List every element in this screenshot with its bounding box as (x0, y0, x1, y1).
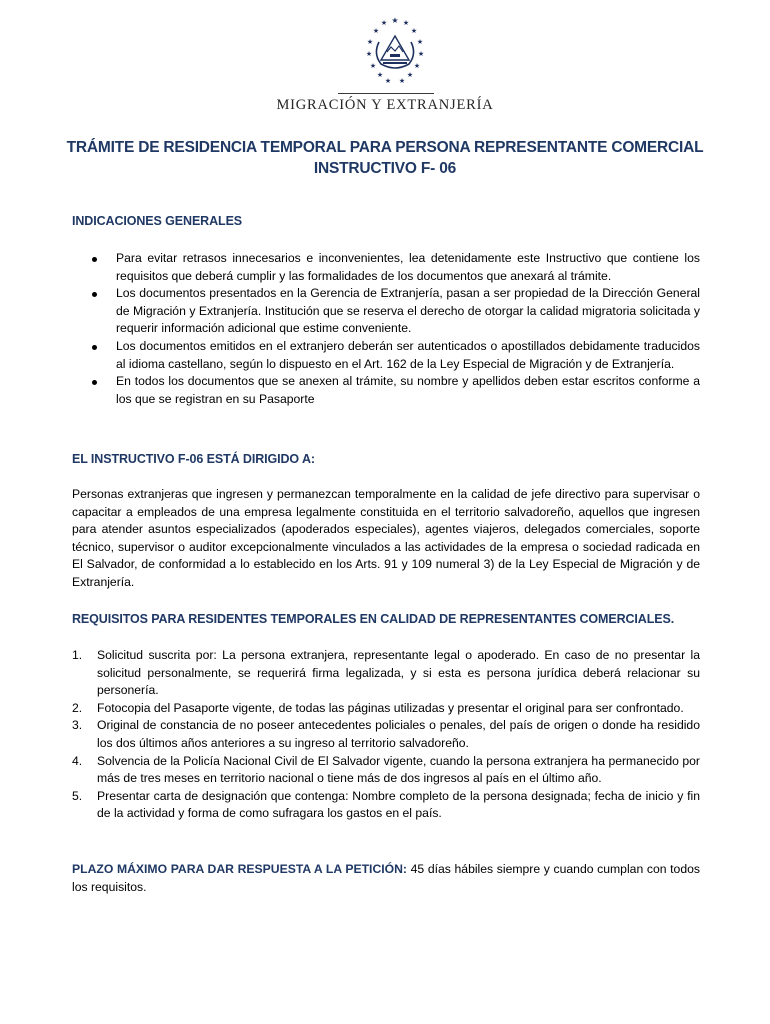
list-item-text: Para evitar retrasos innecesarios e inconvenientes, lea detenidamente este Instructivo que contiene los requisitos que deberá cumplir y las formalidades de los documentos que anexará al trámite. (116, 251, 700, 283)
list-item-text: Original de constancia de no poseer antecedentes policiales o penales, del país de origen o donde ha residido los dos últimos años anteriores a su ingreso al territorio salvadoreño. (97, 718, 700, 750)
document-title (40, 137, 730, 179)
general-indications-heading: INDICACIONES GENERALES (72, 214, 243, 228)
target-audience-heading: EL INSTRUCTIVO F-06 ESTÁ DIRIGIDO A: (72, 452, 315, 466)
deadline-text: 45 días hábiles siempre y cuando cumplan con todos los requisitos. (72, 862, 700, 894)
deadline-paragraph (72, 861, 700, 896)
svg-text:★: ★ (380, 19, 388, 27)
list-item-text: Presentar carta de designación que contenga: Nombre completo de la persona designada; fecha de inicio y fin de la actividad y forma de como sufragara los gastos en el país. (97, 788, 700, 821)
bullet-icon (92, 380, 97, 385)
bullet-icon (92, 292, 97, 297)
item-number: 4. (72, 753, 83, 768)
coat-of-arms-emblem-icon (357, 14, 433, 86)
header-divider (338, 93, 434, 94)
svg-text:★: ★ (398, 77, 406, 85)
list-item-text: Solicitud suscrita por: La persona extranjera, representante legal o apoderado. En caso de no presentar la solicitud personalmente, se requerirá firma legalizada, y si esta es persona jurídica deberá relacionar su personería. (97, 648, 700, 698)
list-item (88, 250, 700, 285)
list-item (72, 700, 700, 718)
svg-text:★: ★ (413, 62, 421, 70)
item-number: 3. (72, 718, 83, 733)
svg-text:★: ★ (376, 71, 384, 79)
organization-name: MIGRACIÓN Y EXTRANJERÍA (276, 97, 494, 113)
requirements-heading: REQUISITOS PARA RESIDENTES TEMPORALES EN CALIDAD DE REPRESENTANTES COMERCIALES. (72, 612, 675, 626)
bullet-icon (92, 345, 97, 350)
title-line-1: TRÁMITE DE RESIDENCIA TEMPORAL PARA PERSONA REPRESENTANTE COMERCIAL (66, 139, 704, 156)
list-item (88, 373, 700, 408)
svg-text:★: ★ (417, 50, 425, 58)
list-item-text: Fotocopia del Pasaporte vigente, de todas las páginas utilizadas y presentar el original para ser confrontado. (97, 700, 684, 715)
item-number: 5. (72, 788, 83, 803)
title-line-2: INSTRUCTIVO F- 06 (313, 160, 457, 177)
svg-text:★: ★ (406, 71, 414, 79)
svg-text:★: ★ (416, 38, 424, 46)
list-item-text: Los documentos presentados en la Gerencia de Extranjería, pasan a ser propiedad de la Dirección General de Migración y Extranjería. Institución que se reserva el derecho de otorgar la calidad migratoria solicitada y requerir información adicional que estime conveniente. (116, 286, 700, 336)
svg-text:★: ★ (365, 50, 373, 58)
list-item (72, 788, 700, 823)
deadline-heading: PLAZO MÁXIMO PARA DAR RESPUESTA A LA PETICIÓN: (72, 862, 407, 876)
svg-text:★: ★ (372, 27, 380, 35)
list-item (72, 717, 700, 752)
svg-text:★: ★ (384, 77, 392, 85)
list-item-text: Los documentos emitidos en el extranjero deberán ser autenticados o apostillados debidamente traducidos al idioma castellano, según lo dispuesto en el Art. 162 de la Ley Especial de Migración y de Extranjería. (116, 338, 700, 371)
general-indications-list (88, 250, 700, 408)
list-item-text: En todos los documentos que se anexen al trámite, su nombre y apellidos deben estar escritos conforme a los que se registran en su Pasaporte (116, 374, 700, 406)
svg-text:★: ★ (410, 27, 418, 35)
svg-text:★: ★ (391, 16, 399, 25)
svg-text:★: ★ (402, 19, 410, 27)
list-item (72, 753, 700, 788)
svg-text:★: ★ (366, 38, 374, 46)
list-item (88, 285, 700, 338)
list-item (88, 338, 700, 373)
target-audience-paragraph: Personas extranjeras que ingresen y permanezcan temporalmente en la calidad de jefe directivo para supervisar o capacitar a empleados de una empresa legalmente constituida en el territorio salvadoreño, aquellos que ingresen para atender asuntos especializados (apoderados especiales), agentes viajeros, delegados comerciales, soporte técnico, supervisor o auditor excepcionalmente vinculados a las actividades de la empresa o sociedad radicada en El Salvador, de conformidad a lo establecido en los Arts. 91 y 109 numeral 3) de la Ley Especial de Migración y de Extranjería. (72, 487, 700, 589)
bullet-icon (92, 257, 97, 262)
item-number: 1. (72, 648, 83, 662)
item-number: 2. (72, 700, 83, 715)
svg-text:★: ★ (369, 62, 377, 70)
list-item-text: Solvencia de la Policía Nacional Civil de El Salvador vigente, cuando la persona extranjera ha permanecido por más de tres meses en territorio nacional o tiene más de dos ingresos al país en el último año. (97, 753, 700, 786)
list-item (72, 647, 700, 700)
requirements-list (72, 647, 700, 823)
